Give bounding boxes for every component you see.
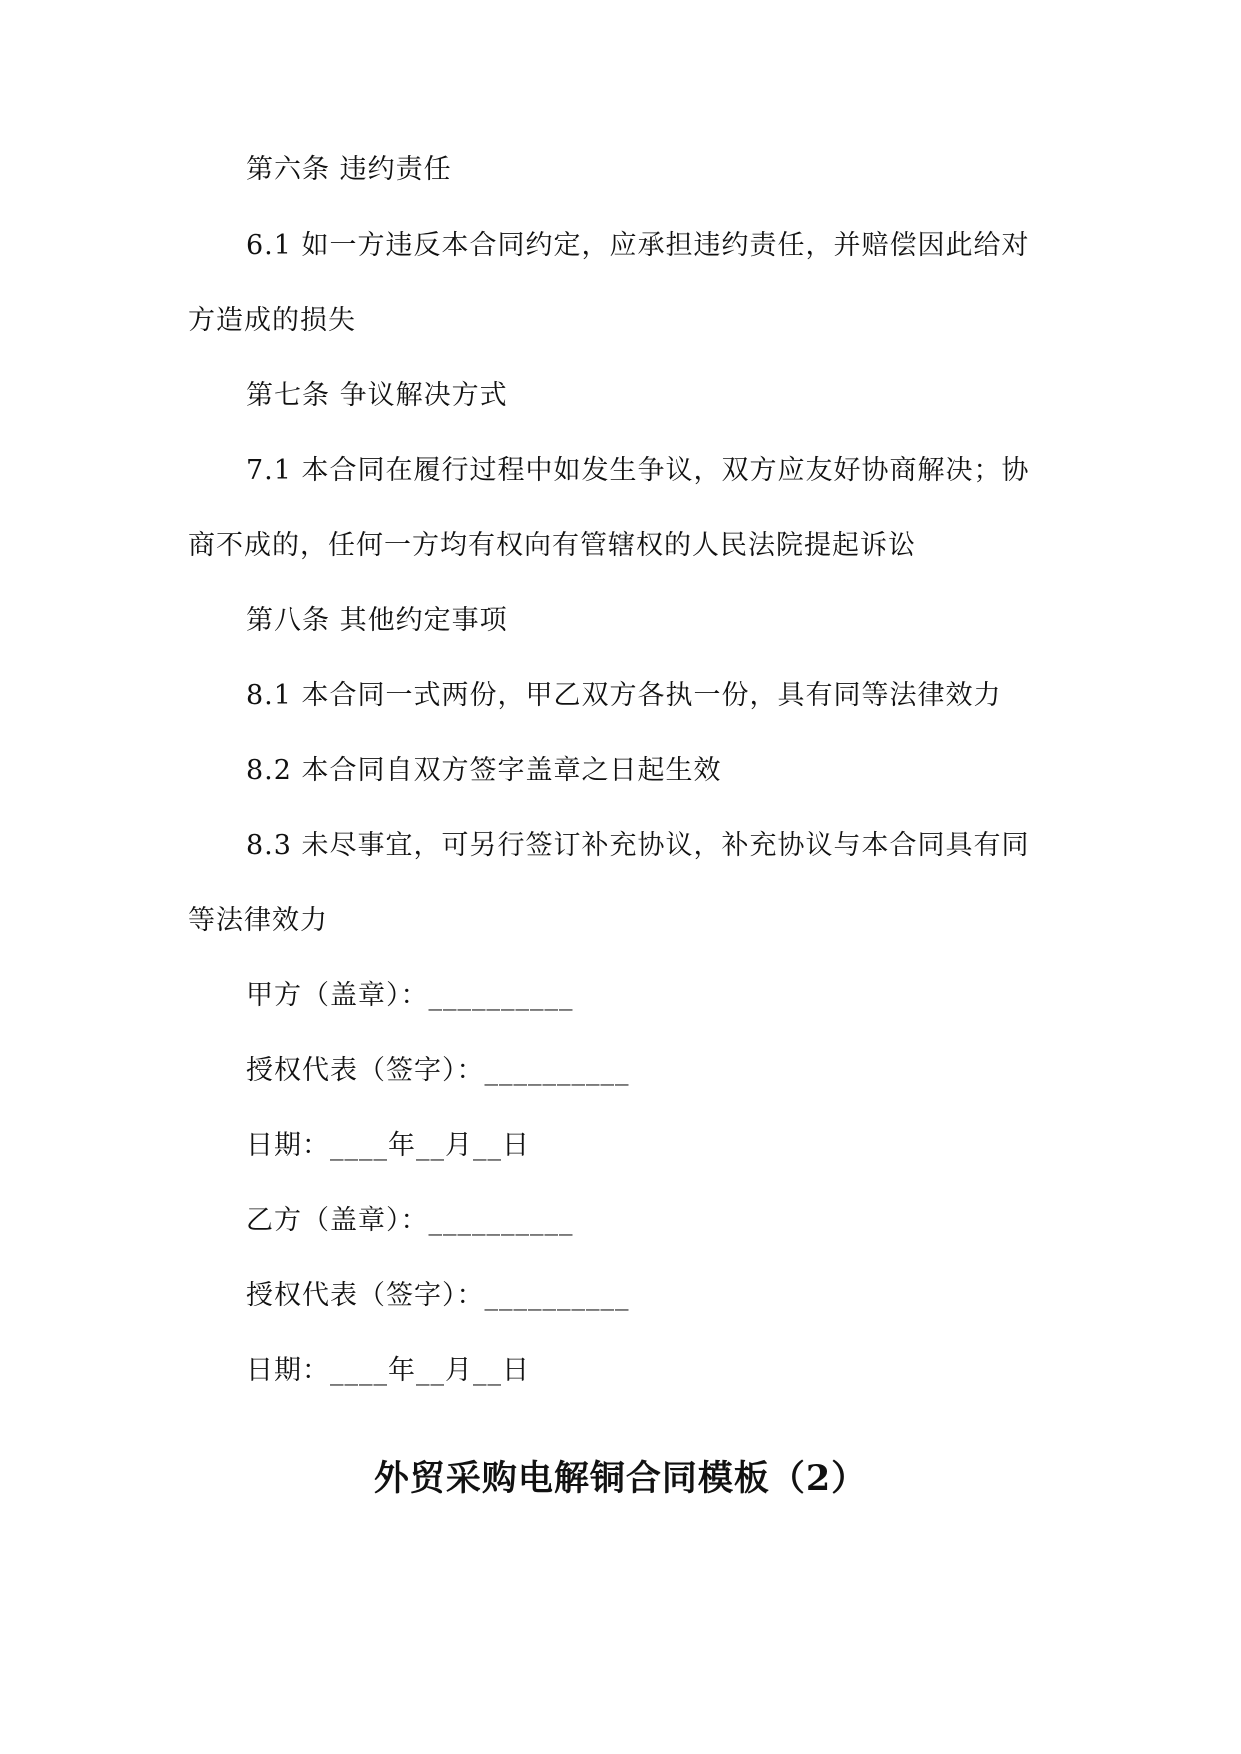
party-a-seal: 甲方（盖章）：__________: [246, 980, 574, 1011]
next-contract-title: 外贸采购电解铜合同模板（2）: [373, 1458, 868, 1499]
party-a-representative: 授权代表（签字）：__________: [246, 1055, 630, 1086]
clause-8-2: 8.2 本合同自双方签字盖章之日起生效: [246, 755, 722, 786]
party-b-date: 日期：____年__月__日: [246, 1355, 530, 1386]
clause-8-3: 8.3 未尽事宜，可另行签订补充协议，补充协议与本合同具有同: [246, 830, 1030, 861]
clause-6-1: 6.1 如一方违反本合同约定，应承担违约责任，并赔偿因此给对: [246, 230, 1030, 261]
clause-6-1-continued: 方造成的损失: [188, 305, 356, 336]
article-7-heading: 第七条 争议解决方式: [246, 380, 508, 411]
clause-7-1-continued: 商不成的，任何一方均有权向有管辖权的人民法院提起诉讼: [188, 530, 916, 561]
party-b-seal: 乙方（盖章）：__________: [246, 1205, 574, 1236]
party-b-representative: 授权代表（签字）：__________: [246, 1280, 630, 1311]
party-a-date: 日期：____年__月__日: [246, 1130, 530, 1161]
clause-8-3-continued: 等法律效力: [188, 905, 328, 936]
clause-7-1: 7.1 本合同在履行过程中如发生争议，双方应友好协商解决；协: [246, 455, 1030, 486]
article-8-heading: 第八条 其他约定事项: [246, 605, 508, 636]
article-6-heading: 第六条 违约责任: [246, 154, 452, 185]
clause-8-1: 8.1 本合同一式两份，甲乙双方各执一份，具有同等法律效力: [246, 680, 1002, 711]
